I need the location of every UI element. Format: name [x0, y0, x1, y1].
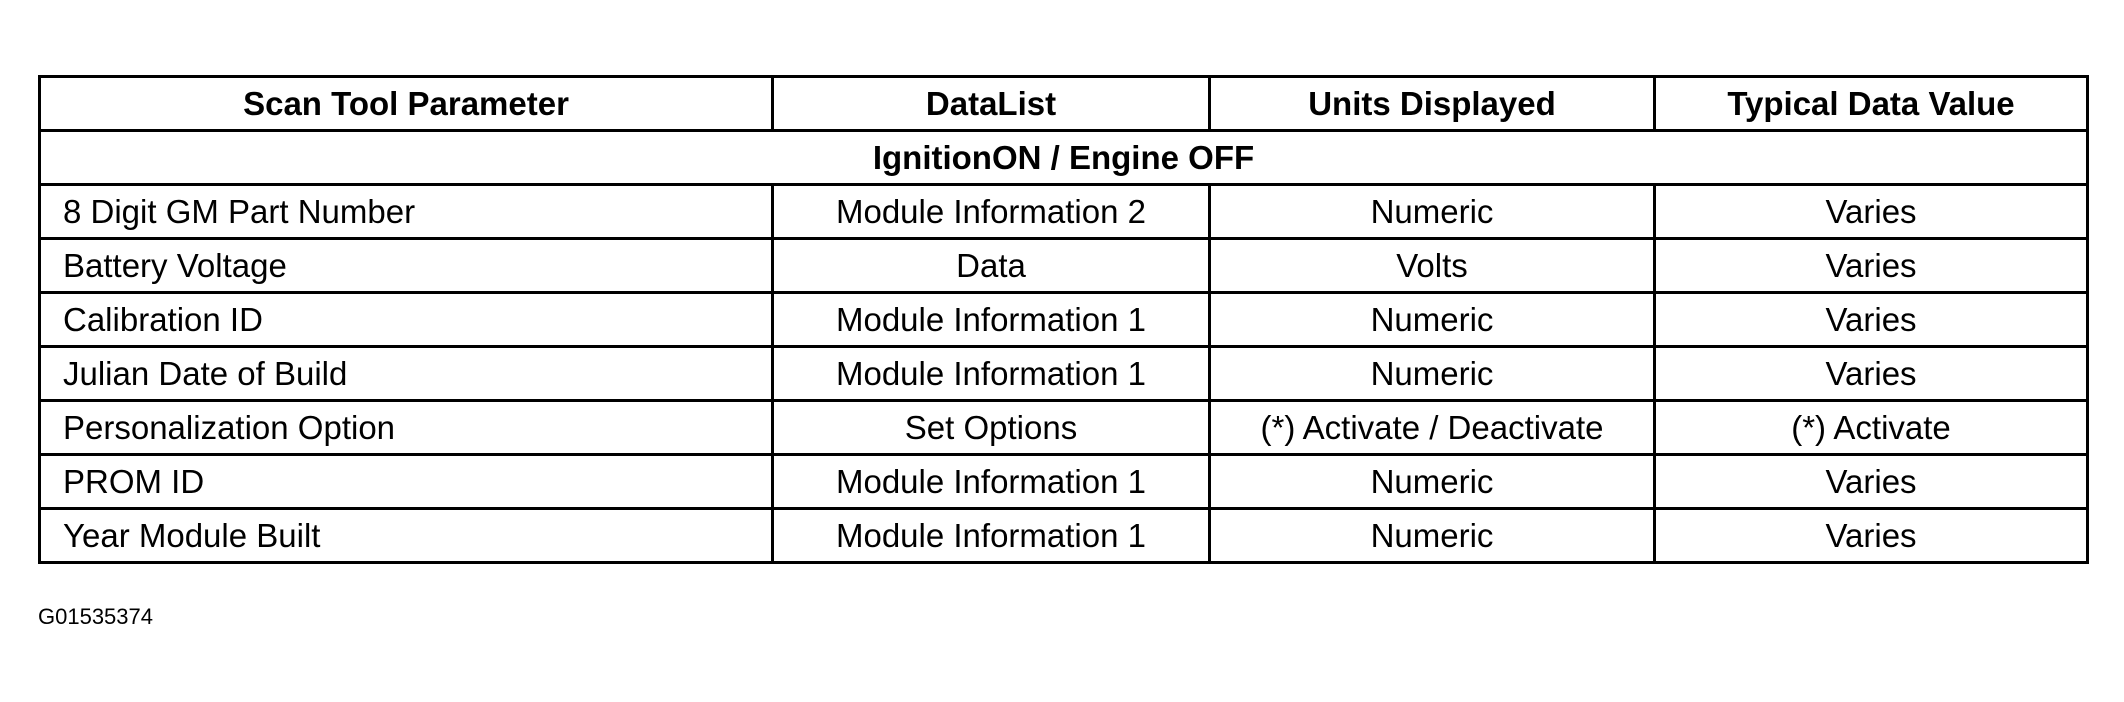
cell-typical-value: Varies — [1655, 347, 2088, 401]
cell-parameter: Personalization Option — [40, 401, 773, 455]
cell-units: Numeric — [1210, 185, 1655, 239]
cell-datalist: Data — [773, 239, 1210, 293]
cell-typical-value: Varies — [1655, 185, 2088, 239]
cell-datalist: Module Information 1 — [773, 509, 1210, 563]
table-row — [40, 239, 2088, 293]
header-row — [40, 77, 2088, 131]
cell-parameter: Battery Voltage — [40, 239, 773, 293]
section-row — [40, 131, 2088, 185]
header-datalist: DataList — [773, 77, 1210, 131]
cell-typical-value: Varies — [1655, 239, 2088, 293]
cell-units: Numeric — [1210, 293, 1655, 347]
header-units-displayed: Units Displayed — [1210, 77, 1655, 131]
cell-datalist: Set Options — [773, 401, 1210, 455]
header-scan-tool-parameter: Scan Tool Parameter — [40, 77, 773, 131]
cell-datalist: Module Information 2 — [773, 185, 1210, 239]
cell-typical-value: Varies — [1655, 455, 2088, 509]
cell-units: Numeric — [1210, 455, 1655, 509]
cell-datalist: Module Information 1 — [773, 293, 1210, 347]
cell-parameter: 8 Digit GM Part Number — [40, 185, 773, 239]
cell-datalist: Module Information 1 — [773, 455, 1210, 509]
scan-tool-data-table — [38, 75, 2089, 564]
section-title: IgnitionON / Engine OFF — [40, 131, 2088, 185]
cell-parameter: Calibration ID — [40, 293, 773, 347]
cell-parameter: Year Module Built — [40, 509, 773, 563]
cell-units: Numeric — [1210, 347, 1655, 401]
cell-parameter: PROM ID — [40, 455, 773, 509]
table-row — [40, 509, 2088, 563]
table-row — [40, 347, 2088, 401]
cell-parameter: Julian Date of Build — [40, 347, 773, 401]
cell-typical-value: Varies — [1655, 509, 2088, 563]
header-typical-data-value: Typical Data Value — [1655, 77, 2088, 131]
table-row — [40, 455, 2088, 509]
cell-typical-value: (*) Activate — [1655, 401, 2088, 455]
cell-typical-value: Varies — [1655, 293, 2088, 347]
cell-units: Volts — [1210, 239, 1655, 293]
cell-units: Numeric — [1210, 509, 1655, 563]
cell-units: (*) Activate / Deactivate — [1210, 401, 1655, 455]
table-row — [40, 401, 2088, 455]
table-row — [40, 293, 2088, 347]
figure-id: G01535374 — [38, 604, 153, 629]
cell-datalist: Module Information 1 — [773, 347, 1210, 401]
table-row — [40, 185, 2088, 239]
